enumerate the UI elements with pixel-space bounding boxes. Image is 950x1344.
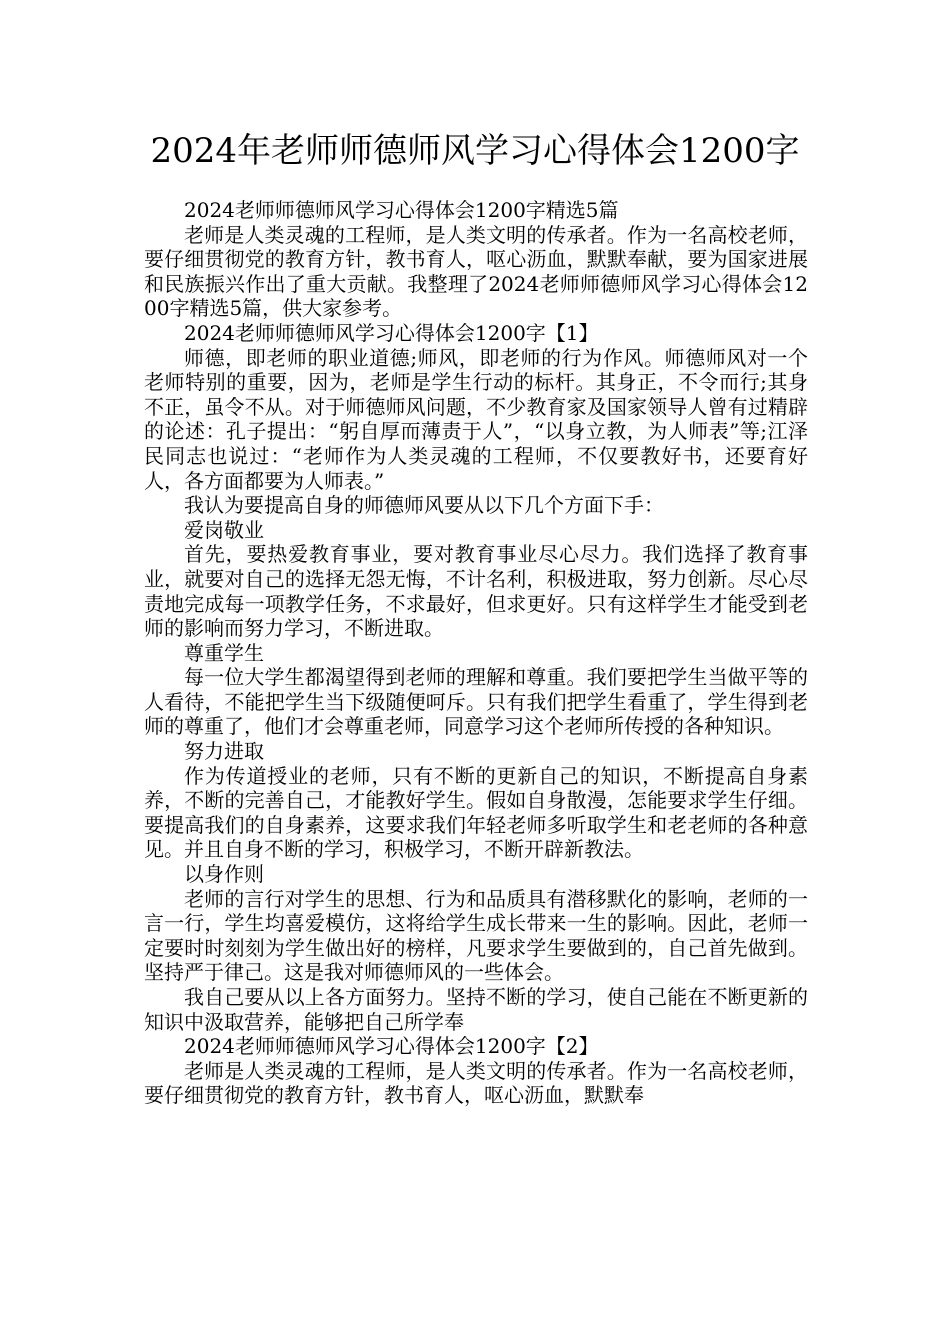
section-heading-1: 2024老师师德师风学习心得体会1200字【1】 <box>184 320 599 345</box>
subhead-progress: 努力进取 <box>184 739 264 764</box>
section-heading-2: 2024老师师德师风学习心得体会1200字【2】 <box>184 1034 599 1059</box>
document-title: 2024年老师师德师风学习心得体会1200字 <box>150 131 800 171</box>
subhead-respect: 尊重学生 <box>184 640 264 665</box>
paragraph-dedication: 首先，要热爱教育事业，要对教育事业尽心尽力。我们选择了教育事业，就要对自己的选择无怨无悔，不计名利，积极进取，努力创新。尽心尽责地完成每一项教学任务，不求最好，但求更好。只有这样学生才能受到老师的影响而努力学习，不断进取。 <box>144 542 808 641</box>
paragraph-progress: 作为传道授业的老师，只有不断的更新自己的知识，不断提高自身素养，不断的完善自己，才能教好学生。假如自身散漫，怎能要求学生仔细。要提高我们的自身素养，这要求我们年轻老师多听取学生和老老师的各种意见。并且自身不断的学习，积极学习，不断开辟新教法。 <box>144 763 808 862</box>
subhead-dedication: 爱岗敬业 <box>184 517 264 542</box>
paragraph-second-intro: 老师是人类灵魂的工程师，是人类文明的传承者。作为一名高校老师，要仔细贯彻党的教育方针，教书育人，呕心沥血，默默奉 <box>144 1058 808 1108</box>
document-body <box>144 198 808 1108</box>
intro-paragraph: 老师是人类灵魂的工程师，是人类文明的传承者。作为一名高校老师，要仔细贯彻党的教育方针，教书育人，呕心沥血，默默奉献，要为国家进展和民族振兴作出了重大贡献。我整理了2024老师师德师风学习心得体会1200字精选5篇，供大家参考。 <box>144 222 808 321</box>
paragraph-aspects-intro: 我认为要提高自身的师德师风要从以下几个方面下手： <box>184 493 664 518</box>
subhead-example: 以身作则 <box>184 862 264 887</box>
paragraph-conclusion: 我自己要从以上各方面努力。坚持不断的学习，使自己能在不断更新的知识中汲取营养，能够把自己所学奉 <box>144 985 808 1034</box>
intro-heading-line: 2024老师师德师风学习心得体会1200字精选5篇 <box>184 198 619 222</box>
paragraph-example: 老师的言行对学生的思想、行为和品质具有潜移默化的影响，老师的一言一行，学生均喜爱模仿，这将给学生成长带来一生的影响。因此，老师一定要时时刻刻为学生做出好的榜样，凡要求学生要做到的，自己首先做到。坚持严于律己。这是我对师德师风的一些体会。 <box>144 886 808 985</box>
paragraph-respect: 每一位大学生都渴望得到老师的理解和尊重。我们要把学生当做平等的人看待，不能把学生当下级随便呵斥。只有我们把学生看重了，学生得到老师的尊重了，他们才会尊重老师，同意学习这个老师所传授的各种知识。 <box>144 665 808 739</box>
paragraph-definition: 师德，即老师的职业道德;师风，即老师的行为作风。师德师风对一个老师特别的重要，因为，老师是学生行动的标杆。其身正，不令而行;其身不正，虽令不从。对于师德师风问题，不少教育家及国家领导人曾有过精辟的论述：孔子提出：“躬自厚而薄责于人”，“以身立教，为人师表”等;江泽民同志也说过：“老师作为人类灵魂的工程师，不仅要教好书，还要育好人，各方面都要为人师表。” <box>144 345 808 493</box>
